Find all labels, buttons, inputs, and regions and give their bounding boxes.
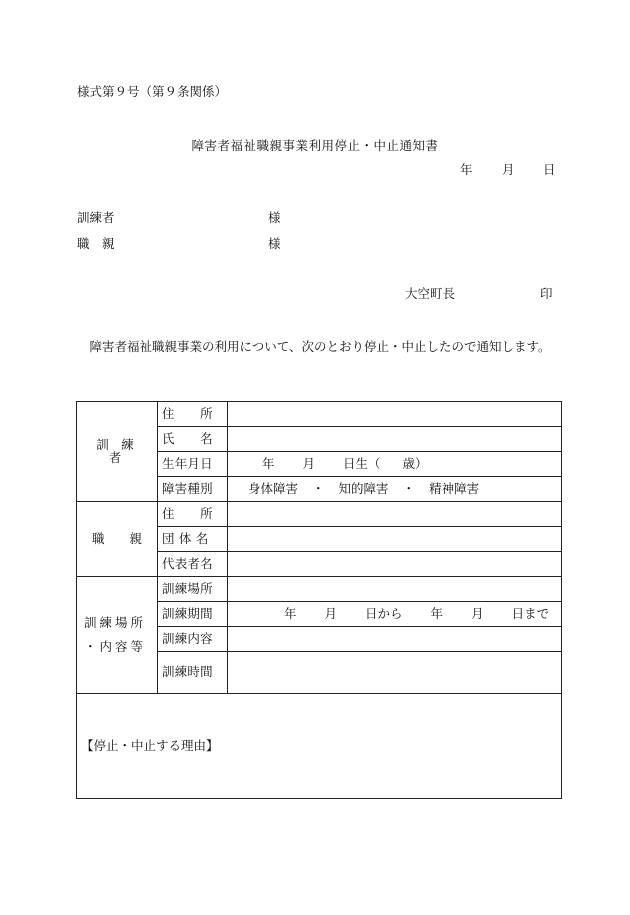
trainee-address-label: 住 所 bbox=[162, 405, 213, 421]
employer-org-label-cell bbox=[158, 527, 228, 552]
reason-cell[interactable] bbox=[77, 694, 562, 799]
date-year-label: 年 bbox=[460, 162, 473, 177]
disability-option-mental[interactable]: 精神障害 bbox=[429, 480, 480, 496]
table-row bbox=[77, 502, 562, 527]
training-time-value[interactable] bbox=[228, 652, 562, 694]
issuer-name: 大空町長 bbox=[405, 286, 456, 301]
employer-org-label: 団 体 名 bbox=[162, 530, 209, 546]
trainee-group-label: 訓 練 者 bbox=[96, 437, 147, 465]
disability-separator: ・ bbox=[402, 480, 416, 496]
training-time-label-cell bbox=[158, 652, 228, 694]
training-content-value[interactable] bbox=[228, 627, 562, 652]
training-period-value[interactable] bbox=[228, 602, 562, 627]
training-period-label-cell bbox=[158, 602, 228, 627]
employer-rep-label: 代表者名 bbox=[162, 555, 213, 571]
birth-year-label: 年 bbox=[262, 455, 275, 471]
trainee-name-value[interactable] bbox=[228, 427, 562, 452]
notice-details-table bbox=[76, 401, 562, 799]
seal-mark: 印 bbox=[540, 286, 553, 301]
employer-group-label: 職 親 bbox=[91, 530, 142, 546]
trainee-group-cell bbox=[77, 402, 158, 502]
disability-separator: ・ bbox=[312, 480, 325, 496]
date-day-label: 日 bbox=[543, 162, 556, 177]
employer-group-cell bbox=[77, 502, 158, 577]
training-place-value[interactable] bbox=[228, 577, 562, 602]
period-end-month: 月 bbox=[471, 605, 484, 621]
training-group-label-line2: ・内容等 bbox=[83, 639, 146, 654]
document-title: 障害者福祉職親事業利用停止・中止通知書 bbox=[191, 138, 439, 153]
training-period-label: 訓練期間 bbox=[162, 605, 213, 621]
employer-rep-value[interactable] bbox=[228, 552, 562, 577]
training-place-label: 訓練場所 bbox=[162, 580, 213, 596]
training-place-label-cell bbox=[158, 577, 228, 602]
period-start-year: 年 bbox=[284, 605, 297, 621]
trainee-disability-label: 障害種別 bbox=[162, 480, 213, 496]
trainee-birth-label-cell bbox=[158, 452, 228, 477]
recipient-employer-label: 職 親 bbox=[77, 236, 115, 251]
recipient-trainee-label: 訓練者 bbox=[77, 210, 115, 225]
form-number: 様式第９号（第９条関係） bbox=[77, 84, 228, 99]
birth-day-label: 日生（ bbox=[343, 455, 381, 471]
period-start-day: 日から bbox=[365, 605, 403, 621]
training-time-label: 訓練時間 bbox=[162, 664, 213, 680]
trainee-birth-value[interactable] bbox=[228, 452, 562, 477]
birth-month-label: 月 bbox=[302, 455, 316, 471]
employer-rep-label-cell bbox=[158, 552, 228, 577]
period-start-month: 月 bbox=[324, 605, 338, 621]
notice-body-text: 障害者福祉職親事業の利用について、次のとおり停止・中止したので通知します。 bbox=[89, 339, 551, 354]
trainee-address-label-cell bbox=[158, 402, 228, 427]
training-group-label-line1: 訓練場所 bbox=[83, 614, 146, 630]
table-row bbox=[77, 577, 562, 602]
period-end-year: 年 bbox=[430, 605, 444, 621]
recipient-trainee-honorific: 様 bbox=[268, 210, 281, 225]
recipient-employer-honorific: 様 bbox=[268, 236, 281, 251]
employer-address-value[interactable] bbox=[228, 502, 562, 527]
date-month-label: 月 bbox=[502, 162, 515, 177]
trainee-address-value[interactable] bbox=[228, 402, 562, 427]
disability-option-intellectual[interactable]: 知的障害 bbox=[338, 480, 389, 496]
trainee-disability-options bbox=[228, 477, 562, 502]
trainee-birth-label: 生年月日 bbox=[162, 455, 213, 471]
period-end-day: 日まで bbox=[511, 605, 550, 621]
reason-label: 【停止・中止する理由】 bbox=[81, 737, 219, 753]
trainee-name-label-cell bbox=[158, 427, 228, 452]
table-row bbox=[77, 402, 562, 427]
trainee-name-label: 氏 名 bbox=[162, 430, 213, 446]
table-row bbox=[77, 694, 562, 799]
trainee-disability-label-cell bbox=[158, 477, 228, 502]
birth-age-label: 歳） bbox=[402, 455, 428, 471]
training-content-label: 訓練内容 bbox=[162, 630, 213, 646]
training-group-cell bbox=[77, 577, 158, 694]
employer-address-label-cell bbox=[158, 502, 228, 527]
training-content-label-cell bbox=[158, 627, 228, 652]
employer-address-label: 住 所 bbox=[162, 505, 213, 521]
disability-option-physical[interactable]: 身体障害 bbox=[248, 480, 299, 496]
employer-org-value[interactable] bbox=[228, 527, 562, 552]
